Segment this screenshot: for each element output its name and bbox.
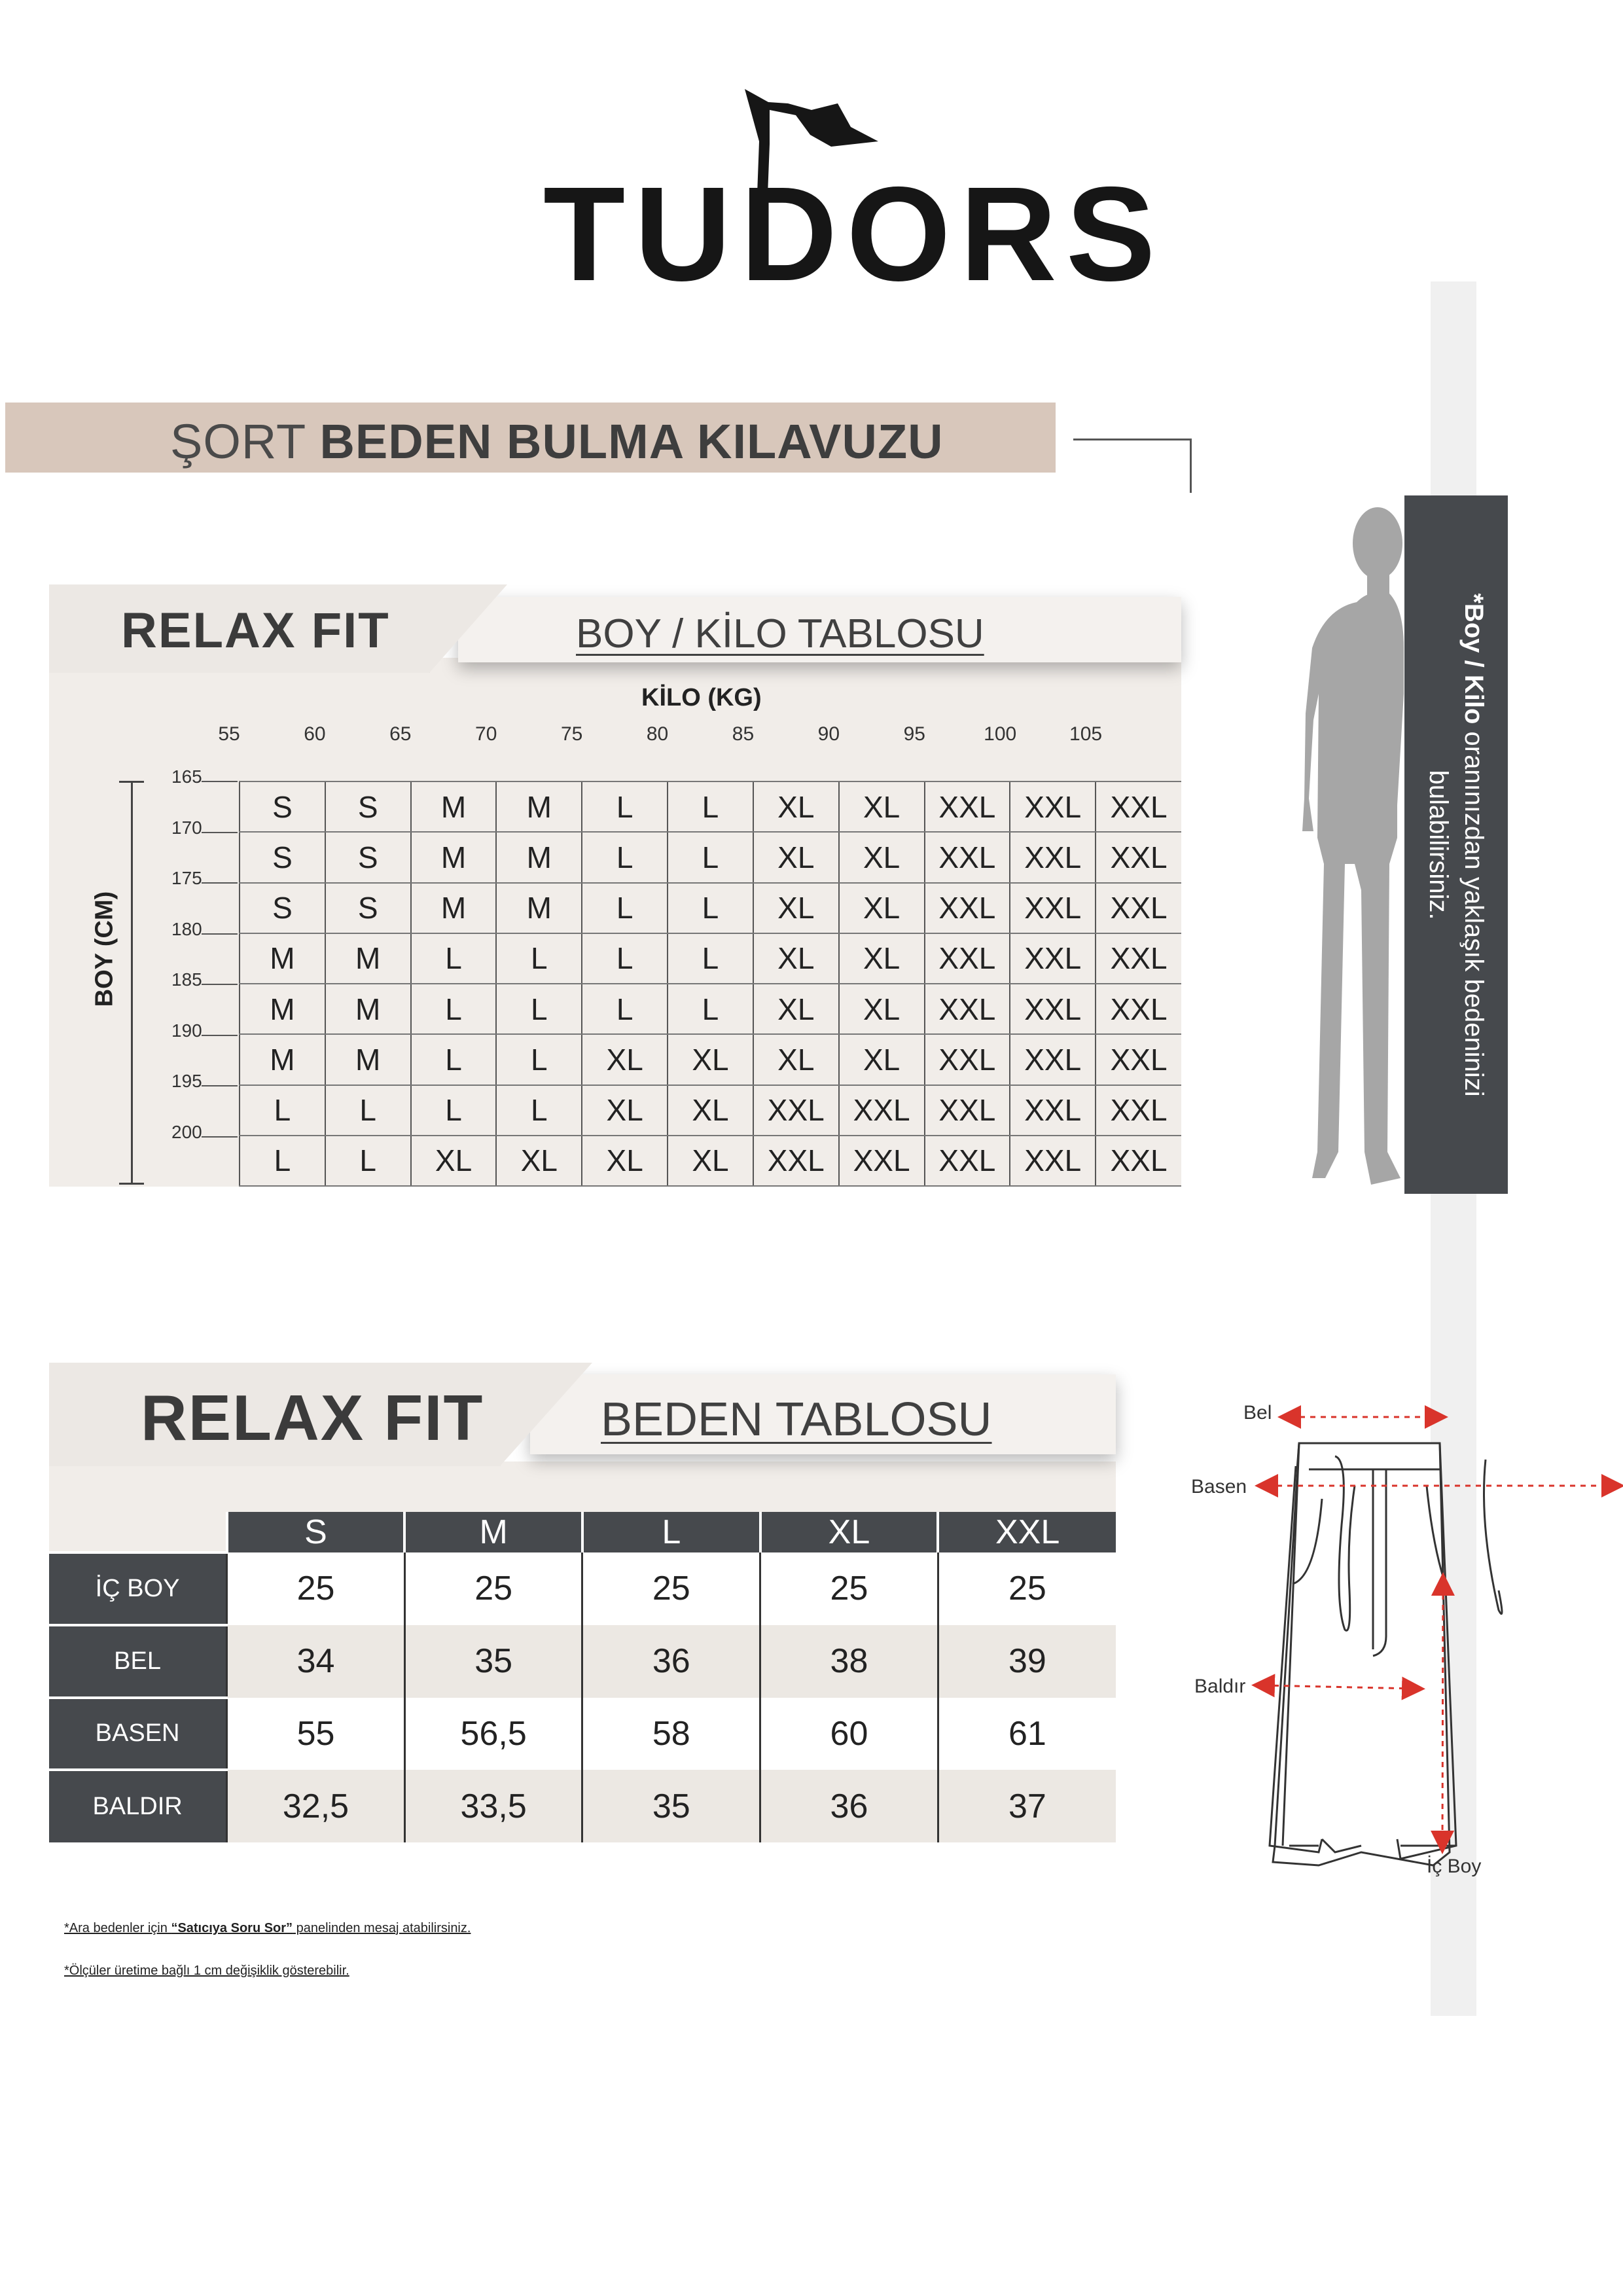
measurement-value: 25	[760, 1552, 938, 1625]
measurement-value: 25	[404, 1552, 582, 1625]
size-cell: L	[582, 984, 668, 1034]
chart2-subtitle: BEDEN TABLOSU	[601, 1393, 992, 1446]
size-header-l: L	[582, 1512, 760, 1552]
size-cell: XXL	[1010, 883, 1096, 933]
measurement-label: BALDIR	[49, 1770, 227, 1842]
size-cell: L	[582, 883, 668, 933]
size-cell: XXL	[1010, 1136, 1096, 1186]
brand-logo: TUDORS	[543, 159, 1165, 309]
measurement-value: 34	[227, 1625, 405, 1698]
measurement-label: İÇ BOY	[49, 1552, 227, 1625]
size-cell: M	[240, 933, 325, 984]
size-cell: S	[240, 883, 325, 933]
size-cell: M	[411, 883, 497, 933]
measurement-value: 33,5	[404, 1770, 582, 1842]
table-row	[49, 1625, 1116, 1698]
weight-height-size-grid	[239, 781, 1181, 1187]
corner-decoration	[1073, 439, 1192, 493]
size-cell: L	[582, 933, 668, 984]
table-row	[240, 984, 1181, 1034]
size-cell: XXL	[753, 1136, 839, 1186]
size-cell: XL	[753, 832, 839, 882]
side-note: *Boy / Kilo oranınızdan yaklaşık bedeninizi bulabilirsiniz.	[1424, 592, 1488, 1097]
size-cell: XXL	[925, 781, 1010, 832]
measurement-value: 60	[760, 1698, 938, 1770]
size-cell: XXL	[925, 984, 1010, 1034]
size-cell: L	[668, 832, 753, 882]
size-cell: XL	[582, 1136, 668, 1186]
size-cell: L	[496, 933, 582, 984]
size-header-s: S	[227, 1512, 405, 1552]
diagram-label-basen: Basen	[1191, 1476, 1247, 1498]
size-cell: XXL	[1096, 1136, 1181, 1186]
size-cell: XXL	[1096, 883, 1181, 933]
body-silhouette-icon	[1299, 497, 1410, 1191]
measurement-value: 55	[227, 1698, 405, 1770]
diagram-label-bel: Bel	[1243, 1402, 1272, 1424]
height-tick: 165	[171, 766, 202, 787]
weight-tick: 80	[646, 723, 669, 745]
size-cell: L	[668, 984, 753, 1034]
measurement-value: 37	[938, 1770, 1116, 1842]
table-row	[240, 1136, 1181, 1186]
diagram-label-ic-boy: İç Boy	[1427, 1856, 1482, 1877]
size-cell: XL	[753, 984, 839, 1034]
size-cell: M	[496, 832, 582, 882]
size-cell: S	[325, 883, 411, 933]
table-row	[240, 832, 1181, 882]
size-cell: M	[325, 933, 411, 984]
measurement-label: BEL	[49, 1625, 227, 1698]
size-cell: XL	[753, 883, 839, 933]
height-tick: 180	[171, 918, 202, 939]
size-header-m: M	[404, 1512, 582, 1552]
measurement-value: 56,5	[404, 1698, 582, 1770]
measurement-value: 39	[938, 1625, 1116, 1698]
height-axis-cap	[119, 1183, 144, 1185]
height-axis-label: BOY (CM)	[90, 891, 118, 1007]
weight-tick: 70	[475, 723, 497, 745]
size-cell: S	[325, 832, 411, 882]
size-cell: M	[496, 883, 582, 933]
size-cell: S	[240, 781, 325, 832]
weight-tick: 95	[903, 723, 925, 745]
size-cell: XL	[496, 1136, 582, 1186]
size-cell: M	[240, 984, 325, 1034]
weight-tick: 65	[389, 723, 412, 745]
size-cell: L	[325, 1136, 411, 1186]
size-cell: XXL	[753, 1085, 839, 1136]
size-cell: M	[325, 984, 411, 1034]
size-cell: M	[496, 781, 582, 832]
height-tick-line	[202, 1035, 238, 1036]
size-cell: L	[411, 1034, 497, 1085]
size-cell: L	[325, 1085, 411, 1136]
size-cell: XXL	[1010, 832, 1096, 882]
size-cell: XXL	[839, 1136, 925, 1186]
size-header-xl: XL	[760, 1512, 938, 1552]
size-cell: XXL	[1010, 781, 1096, 832]
size-cell: XXL	[1010, 1034, 1096, 1085]
chart1-subtitle: BOY / KİLO TABLOSU	[576, 611, 984, 656]
measurement-value: 35	[404, 1625, 582, 1698]
size-cell: M	[411, 832, 497, 882]
size-cell: XL	[839, 1034, 925, 1085]
size-cell: XL	[753, 781, 839, 832]
size-cell: XXL	[925, 1136, 1010, 1186]
size-cell: L	[668, 781, 753, 832]
size-cell: XXL	[1096, 984, 1181, 1034]
size-cell: XL	[839, 984, 925, 1034]
size-cell: XXL	[925, 933, 1010, 984]
weight-tick: 85	[732, 723, 755, 745]
size-cell: XL	[582, 1034, 668, 1085]
weight-tick: 60	[304, 723, 326, 745]
diagram-label-baldir: Baldır	[1194, 1676, 1246, 1697]
table-row	[49, 1552, 1116, 1625]
height-tick-line	[202, 1085, 238, 1086]
size-cell: XXL	[1096, 1085, 1181, 1136]
table-row	[240, 883, 1181, 933]
size-cell: L	[496, 984, 582, 1034]
table-row	[49, 1698, 1116, 1770]
weight-tick: 90	[817, 723, 840, 745]
chart1-fit-title: RELAX FIT	[121, 603, 390, 658]
size-cell: XL	[839, 832, 925, 882]
measurement-value: 25	[227, 1552, 405, 1625]
size-cell: XXL	[1096, 1034, 1181, 1085]
size-cell: M	[411, 781, 497, 832]
size-cell: L	[411, 933, 497, 984]
size-cell: XL	[668, 1034, 753, 1085]
size-cell: XL	[582, 1085, 668, 1136]
size-cell: XXL	[925, 832, 1010, 882]
height-tick-line	[202, 832, 238, 833]
table-row	[240, 781, 1181, 832]
note-seller-question: *Ara bedenler için “Satıcıya Soru Sor” panelinden mesaj atabilirsiniz.	[64, 1921, 471, 1935]
size-cell: XL	[839, 883, 925, 933]
size-cell: XL	[839, 933, 925, 984]
size-cell: XL	[839, 781, 925, 832]
size-cell: L	[240, 1085, 325, 1136]
height-tick-line	[202, 882, 238, 884]
weight-tick: 100	[984, 723, 1017, 745]
measurement-value: 58	[582, 1698, 760, 1770]
size-cell: M	[325, 1034, 411, 1085]
measurement-value: 36	[760, 1770, 938, 1842]
shorts-icon	[1178, 1394, 1623, 1885]
height-tick-line	[202, 1136, 238, 1138]
measurement-value: 61	[938, 1698, 1116, 1770]
size-cell: L	[496, 1085, 582, 1136]
size-cell: S	[325, 781, 411, 832]
height-axis-cap	[119, 781, 144, 783]
measurement-value: 32,5	[227, 1770, 405, 1842]
note-measurement-tolerance: *Ölçüler üretime bağlı 1 cm değişiklik gösterebilir.	[64, 1964, 349, 1978]
height-tick: 170	[171, 817, 202, 838]
shorts-measurement-diagram	[1178, 1394, 1623, 1885]
size-cell: L	[582, 832, 668, 882]
height-tick: 195	[171, 1071, 202, 1091]
page-title: ŞORT BEDEN BULMA KILAVUZU	[170, 414, 944, 469]
weight-axis-label: KİLO (KG)	[641, 684, 762, 711]
size-measurement-table	[49, 1512, 1116, 1842]
weight-tick: 75	[560, 723, 583, 745]
table-row	[240, 933, 1181, 984]
size-cell: XXL	[1010, 984, 1096, 1034]
measurement-value: 36	[582, 1625, 760, 1698]
measurement-value: 25	[938, 1552, 1116, 1625]
size-cell: XXL	[925, 1034, 1010, 1085]
size-cell: XL	[411, 1136, 497, 1186]
size-cell: L	[668, 883, 753, 933]
size-cell: XL	[753, 1034, 839, 1085]
chart2-fit-title: RELAX FIT	[141, 1382, 484, 1454]
size-header-xxl: XXL	[938, 1512, 1116, 1552]
height-axis-line	[131, 782, 133, 1183]
size-cell: L	[411, 1085, 497, 1136]
size-cell: M	[240, 1034, 325, 1085]
size-cell: XXL	[1096, 781, 1181, 832]
measurement-value: 38	[760, 1625, 938, 1698]
size-cell: L	[240, 1136, 325, 1186]
size-cell: XXL	[1096, 832, 1181, 882]
table-corner	[49, 1512, 227, 1552]
size-cell: S	[240, 832, 325, 882]
measurement-value: 25	[582, 1552, 760, 1625]
measurement-value: 35	[582, 1770, 760, 1842]
weight-tick: 105	[1069, 723, 1103, 745]
table-row	[240, 1085, 1181, 1136]
size-cell: XXL	[925, 883, 1010, 933]
size-cell: XL	[753, 933, 839, 984]
size-cell: XXL	[1010, 1085, 1096, 1136]
table-row	[240, 1034, 1181, 1085]
weight-tick: 55	[218, 723, 240, 745]
height-tick-line	[202, 984, 238, 985]
size-cell: XL	[668, 1085, 753, 1136]
size-cell: XXL	[1010, 933, 1096, 984]
height-tick: 200	[171, 1121, 202, 1142]
height-tick-line	[202, 781, 238, 782]
size-cell: L	[582, 781, 668, 832]
height-tick: 175	[171, 868, 202, 888]
height-tick: 190	[171, 1020, 202, 1041]
size-cell: L	[496, 1034, 582, 1085]
measurement-label: BASEN	[49, 1698, 227, 1770]
size-cell: XXL	[839, 1085, 925, 1136]
size-cell: XXL	[1096, 933, 1181, 984]
size-cell: XL	[668, 1136, 753, 1186]
size-cell: L	[668, 933, 753, 984]
table-row	[49, 1770, 1116, 1842]
size-cell: XXL	[925, 1085, 1010, 1136]
height-tick: 185	[171, 969, 202, 990]
height-tick-line	[202, 933, 238, 935]
size-cell: L	[411, 984, 497, 1034]
